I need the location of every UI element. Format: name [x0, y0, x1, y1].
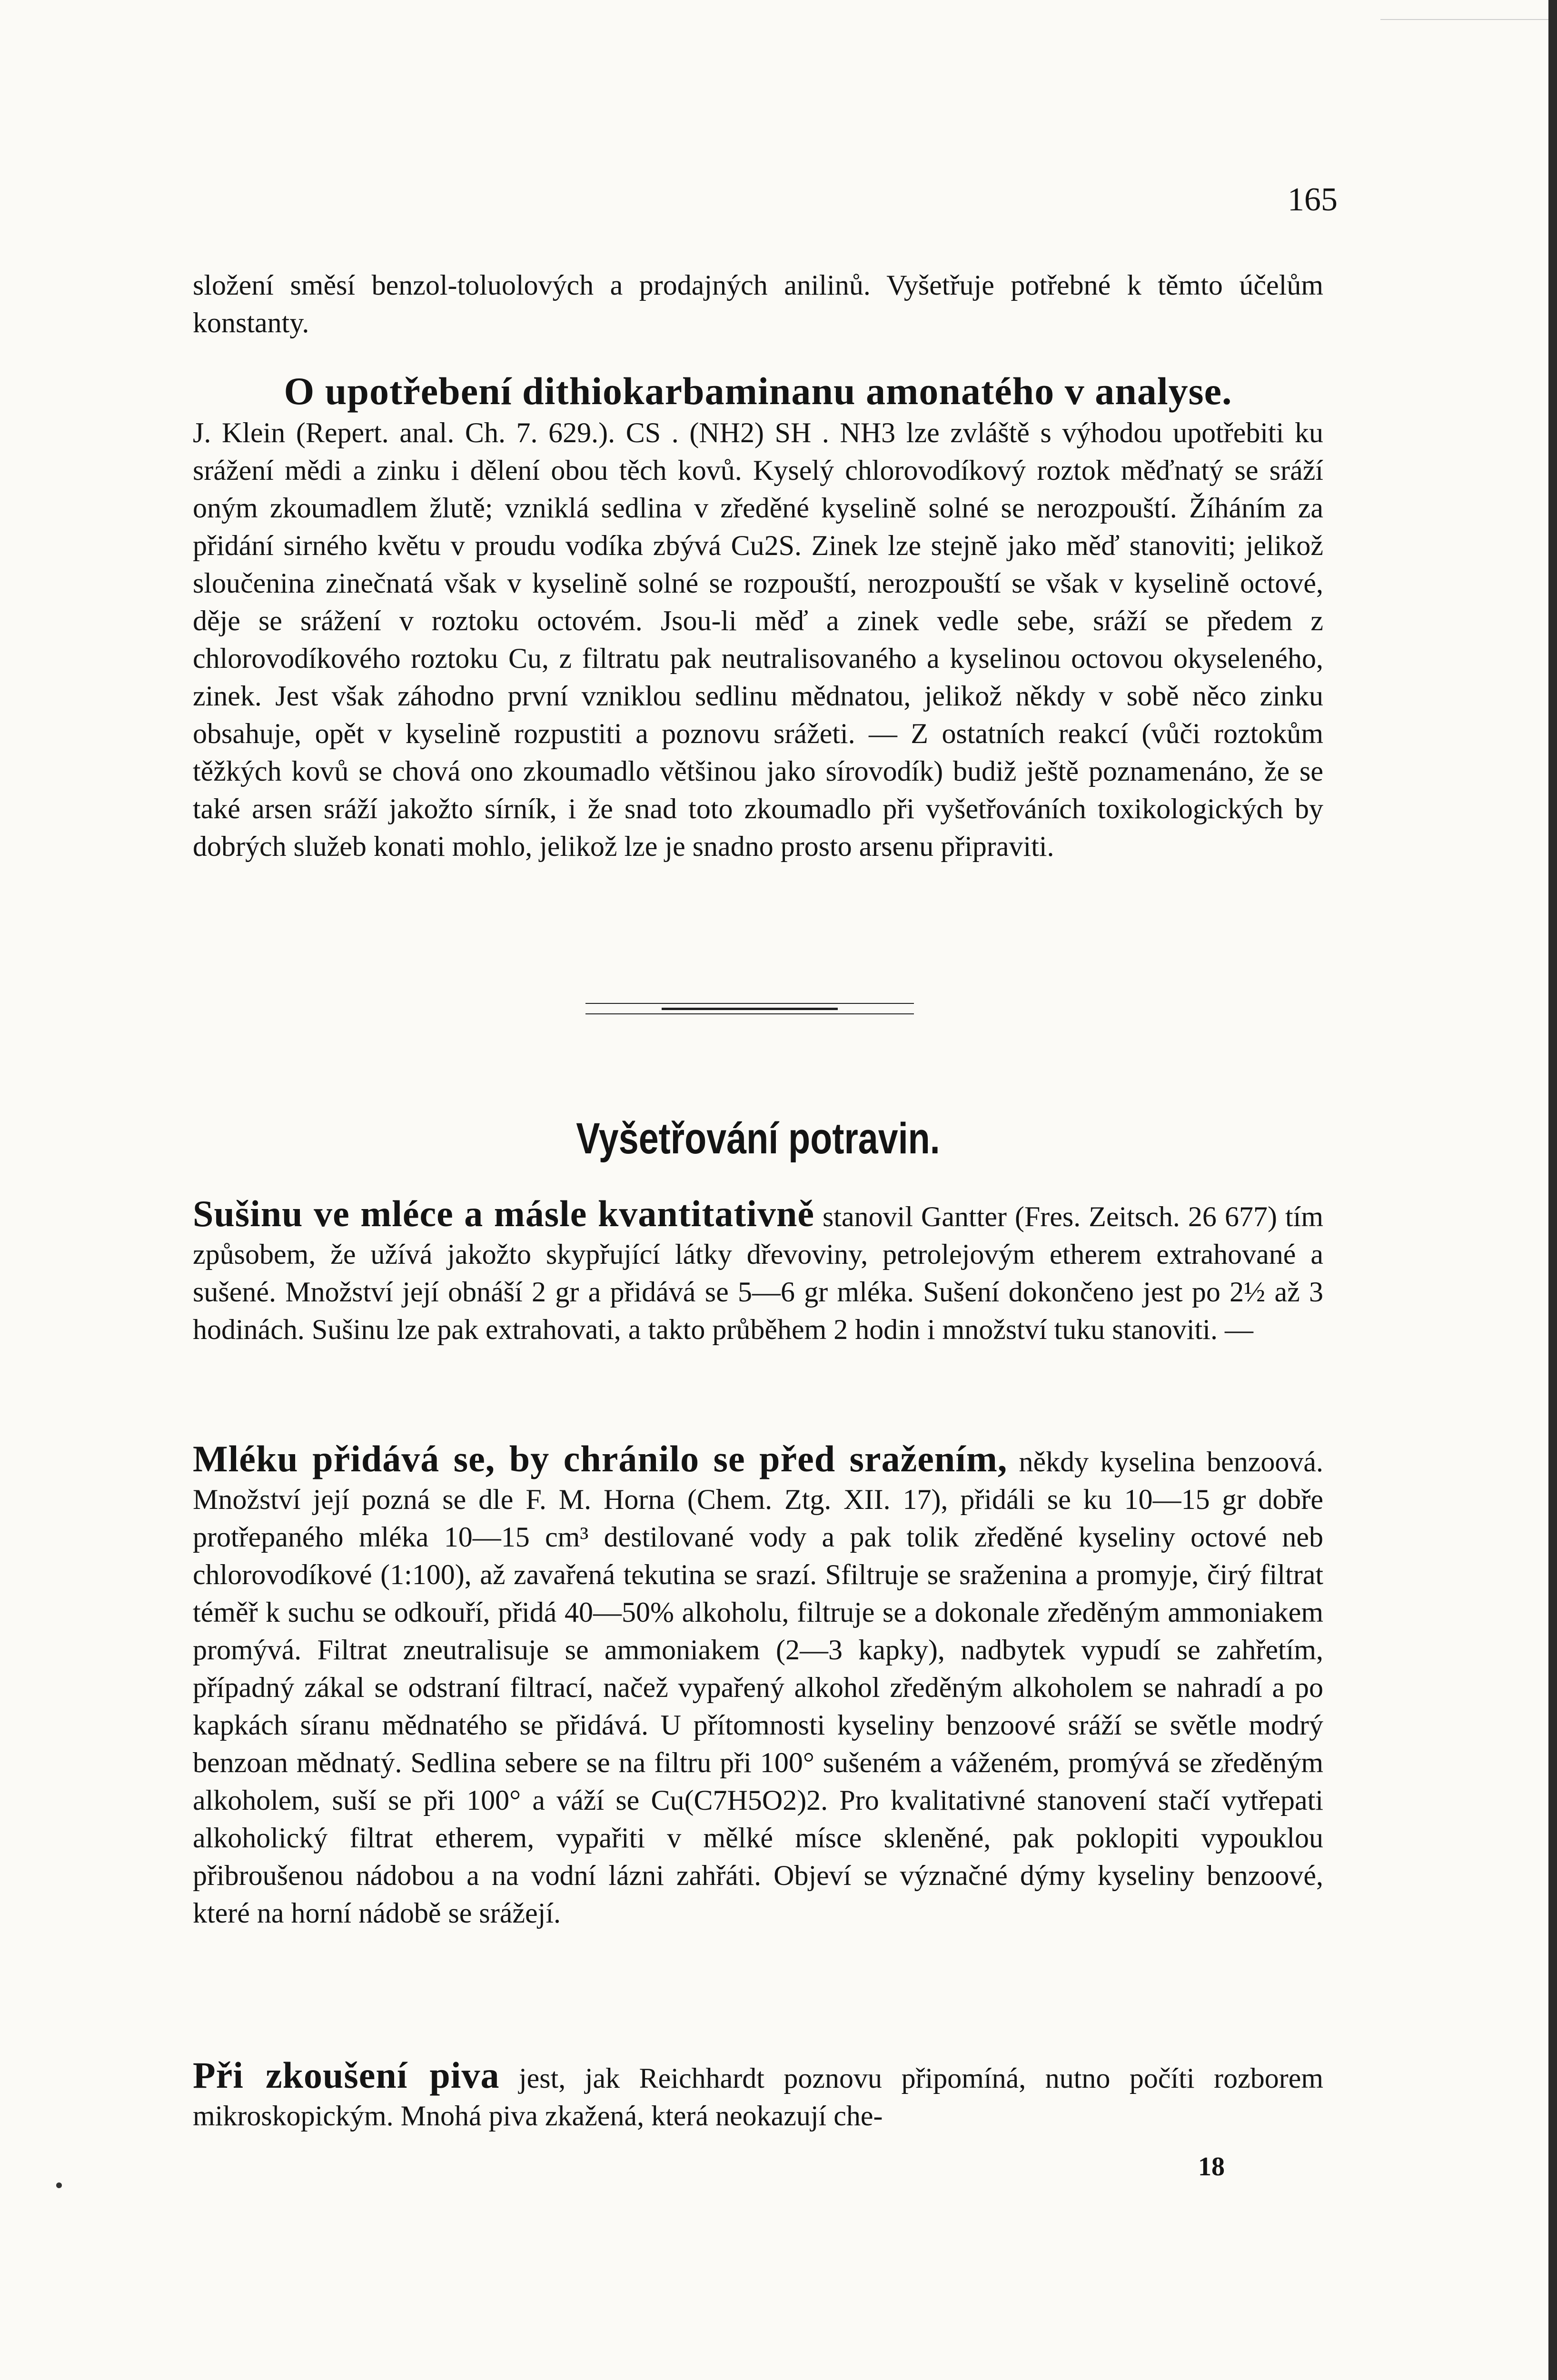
mleku-paragraph — [193, 1440, 1323, 1932]
susinu-lead: Sušinu ve mléce a másle kvantitativně — [193, 1193, 814, 1234]
margin-speck — [56, 2182, 62, 2188]
susinu-text: stanovil Gantter (Fres. Zeitsch. 26 677) tím způsobem, že užívá jakožto skypřující látky dřevoviny, petrolejovým etherem extrahované a sušené. Množství její obnáší 2 gr a přidává se 5—6 gr mléka. Sušení dokončeno jest po 2½ až 3 hodinách. Sušinu lze pak extrahovati, a takto průběhem 2 hodin i množství tuku stanoviti. — — [193, 1201, 1323, 1345]
susinu-paragraph — [193, 1195, 1323, 1349]
intro-paragraph: složení směsí benzol-toluolových a prodajných anilinů. Vyšetřuje potřebné k těmto účelům konstanty. — [193, 269, 1323, 338]
section-title: Vyšetřování potravin. — [576, 1114, 940, 1163]
page-number: 165 — [1288, 181, 1338, 218]
dithio-paragraph: J. Klein (Repert. anal. Ch. 7. 629.). CS . (NH2) SH . NH3 lze zvláště s výhodou upotřebiti ku srážení mědi a zinku i dělení obou těch kovů. Kyselý chlorovodíkový roztok měďnatý se sráží oným zkoumadlem žlutě; vzniklá sedlina v zředěné kyselině solné se nerozpouští. Žíháním za přidání sirného květu v proudu vodíka zbývá Cu2S. Zinek lze stejně jako měď stanoviti; jelikož sloučenina zinečnatá však v kyselině solné se rozpouští, nerozpouští se však v kyselině octové, děje se srážení v roztoku octovém. Jsou-li měď a zinek vedle sebe, sráží se předem z chlorovodíkového roztoku Cu, z filtratu pak neutralisovaného a kyselinou octovou okyseleného, zinek. Jest však záhodno první vzniklou sedlinu mědnatou, jelikož někdy v sobě něco zinku obsahuje, opět v kyselině rozpustiti a poznovu srážeti. — Z ostatních reakcí (vůči roztokům těžkých kovů se chová ono zkoumadlo většinou jako sírovodík) budiž ještě poznamenáno, že se také arsen sráží jakožto sírník, i že snad toto zkoumadlo při vyšetřováních toxikologických by dobrých služeb konati mohlo, jelikož lze je snadno prosto arsenu připraviti. — [193, 417, 1323, 862]
signature-number: 18 — [1198, 2152, 1225, 2182]
piva-text: jest, jak Reichhardt poznovu připomíná, nutno počíti rozborem mikroskopickým. Mnohá piva zkažená, která neokazují che- — [193, 2063, 1323, 2132]
page-edge-top — [1380, 0, 1552, 20]
mleku-text: někdy kyselina benzoová. Množství její pozná se dle F. M. Horna (Chem. Ztg. XII. 17), přidáli se ku 10—15 gr dobře protřepaného mléka 10—15 cm³ destilované vody a pak tolik zředěné kyseliny octové neb chlorovodíkové (1:100), až zavařená tekutina se srazí. Sfiltruje se sraženina a promyje, čirý filtrat téměř k suchu se odkouří, přidá 40—50% alkoholu, filtruje se a dokonale zředěným ammoniakem promývá. Filtrat zneutralisuje se ammoniakem (2—3 kapky), nadbytek vypudí se zahřetím, případný zákal se odstraní filtrací, načež vypařený alkohol zředěným alkoholem se nahradí a po kapkách síranu mědnatého se přidává. U přítomnosti kyseliny benzoové sráží se světle modrý benzoan mědnatý. Sedlina sebere se na filtru při 100° sušeném a váženém, promývá se zředěným alkoholem, suší se při 100° a váží se Cu(C7H5O2)2. Pro kvalitativné stanovení stačí vytřepati alkoholický filtrat etherem, vypařiti v mělké mísce skleněné, pak poklopiti vypouklou přibroušenou nádobou a na vodní lázni zahřáti. Objeví se význačné dýmy kyseliny benzoové, které na horní nádobě se srážejí. — [193, 1446, 1324, 1929]
section-divider — [585, 1002, 914, 1016]
page-edge-right — [1548, 0, 1557, 2380]
dithio-heading: O upotřebení dithiokarbaminanu amonatého v analyse. — [284, 369, 1232, 413]
piva-lead: Při zkoušení piva — [193, 2054, 500, 2096]
piva-paragraph — [193, 2056, 1323, 2135]
mleku-lead: Mléku přidává se, by chránilo se před sražením, — [193, 1438, 1008, 1479]
